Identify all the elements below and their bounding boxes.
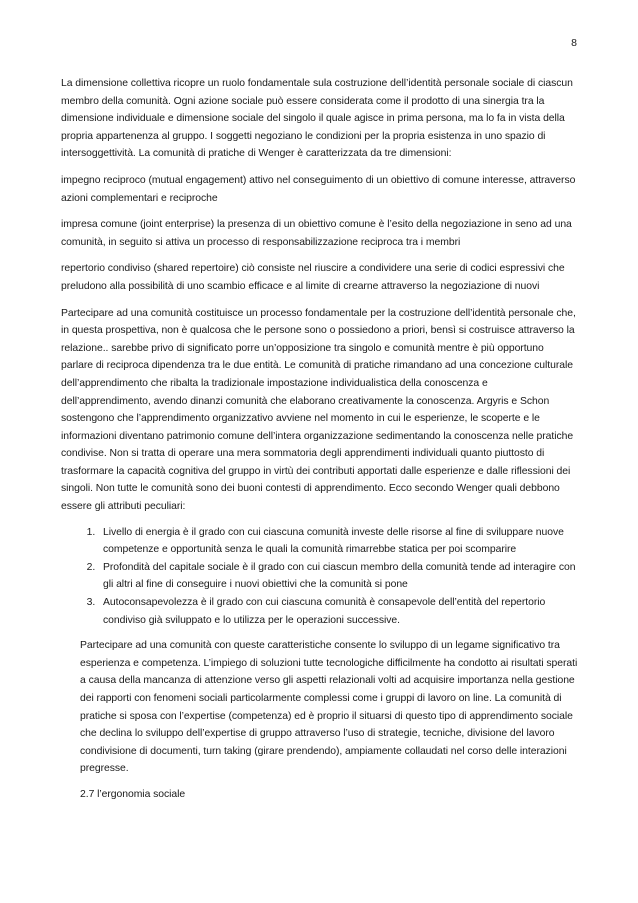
list-item-energy-level: 1. Livello di energia è il grado con cui ciascuna comunità investe delle risorse al fine di sviluppare nuove competenze e opportunità senza le quali la comunità rimarrebbe statica per poi scomparire — [98, 524, 578, 559]
list-item-social-capital: 2. Profondità del capitale sociale è il grado con cui ciascun membro della comunità tende ad interagire con gli altri al fine di conseguire i nuovi obiettivi che la comunità si pone — [98, 559, 578, 594]
paragraph-shared-repertoire: repertorio condiviso (shared repertoire) ciò consiste nel riuscire a condividere una serie di codici espressivi che preludono alla possibilità di uno scambio efficace e al limite di crearne attraverso la negoziazione di nuovi — [61, 263, 565, 292]
section-heading: 2.7 l’ergonomia sociale — [80, 788, 186, 800]
paragraph-mutual-engagement: impegno reciproco (mutual engagement) attivo nel conseguimento di un obiettivo di comune interesse, attraverso azioni complementari e reciproche — [61, 174, 576, 204]
paragraph-closing: Partecipare ad una comunità con queste caratteristiche consente lo sviluppo di un legame significativo tra esperienza e competenza. L’impiego di soluzioni tutte tecnologiche difficilmente ha condotto ai risultati sperati a causa della mancanza di attenzione verso gli aspetti relazionali volti ad acquisire importanza nella gestione dei rapporti con fenomeni sociali particolarmente complessi come i gruppi di lavoro on line. La comunità di pratiche si sposa con l’expertise (competenza) ed è proprio il situarsi di questo tipo di apprendimento sociale che declina lo sviluppo dell’expertise di gruppo attraverso l’uso di strategie, tecniche, divisione del lavoro condivisione di documenti, turn taking (girare prendendo), ampiamente collaudati nel corso delle interazioni pregresse. — [80, 640, 578, 775]
paragraph-collective-dimension: La dimensione collettiva ricopre un ruolo fondamentale sula costruzione dell’identità personale sociale di ciascun membro della comunità. Ogni azione sociale può essere considerata come il prodotto di una sinergia tra la dimensione individuale e dimensione sociale del singolo il quale agisce in prima persona, ma lo fa in vista della propria appartenenza al gruppo. I soggetti negoziano le condizioni per la propria esistenza in uno spazio di intersoggettività. La comunità di pratiche di Wenger è caratterizzata da tre dimensioni: — [61, 78, 573, 160]
paragraph-participation-identity: Partecipare ad una comunità costituisce un processo fondamentale per la costruzione dell’identità personale che, in questa prospettiva, non è qualcosa che le persone sono o possiedono a priori, bensì si costruisce attraverso la relazione.. sarebbe privo di significato porre un’opposizione tra singolo e comunità mentre è più opportuno parlare di reciproca dipendenza tra le due entità. Le comunità di pratiche rimandano ad una concezione culturale dell’apprendimento che ribalta la tradizionale impostazione individualistica della conoscenza e dell’apprendimento, avendo dinanzi comunità che elaborano creativamente la conoscenza. Argyris e Schon sostengono che l’apprendimento organizzativo avviene nel momento in cui le esperienze, le scoperte e le informazioni diventano patrimonio comune dell’intera organizzazione sedimentando la conoscenza nelle pratiche condivise. Non si tratta di operare una mera sommatoria degli apprendimenti individuali quanto piuttosto di trasformare la capacità cognitiva del gruppo in virtù dei contributi apportati dalle esperienze e dalle riflessioni dei singoli. Non tutte le comunità sono dei buoni contesti di apprendimento. Ecco secondo Wenger quali debbono essere gli attributi peculiari: — [61, 307, 576, 513]
page-number: 8 — [571, 37, 577, 49]
attributes-list — [61, 524, 578, 630]
list-item-self-awareness: 3. Autoconsapevolezza è il grado con cui ciascuna comunità è consapevole dell’entità del repertorio condiviso già sviluppato e lo utilizza per le operazioni successive. — [98, 594, 578, 629]
paragraph-joint-enterprise: impresa comune (joint enterprise) la presenza di un obiettivo comune è l’esito della negoziazione in seno ad una comunità, in seguito si attiva un processo di responsabilizzazione reciproca tra i membri — [61, 219, 572, 248]
